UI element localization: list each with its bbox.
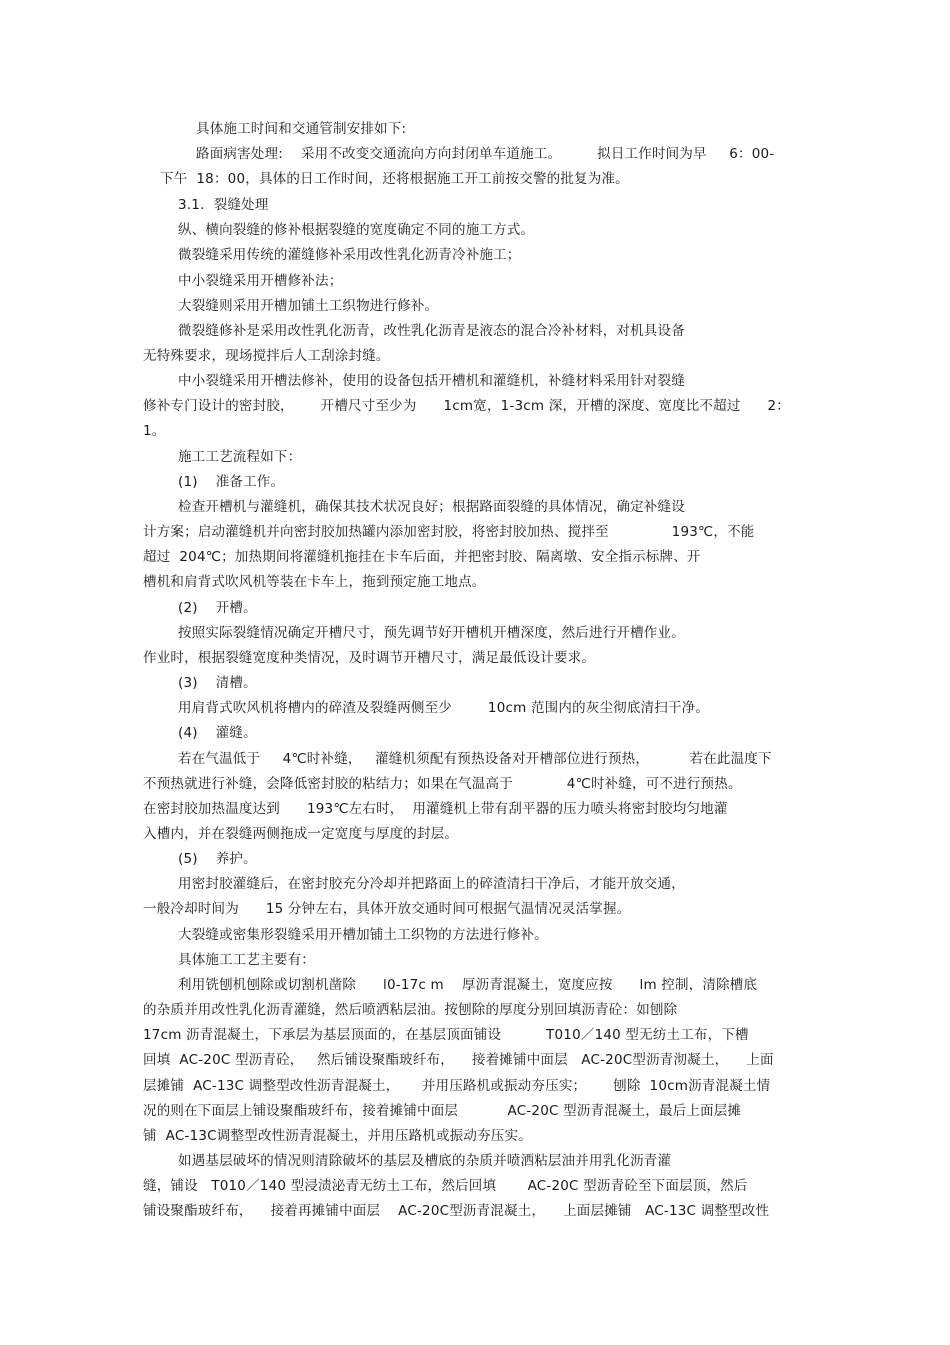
text-line: 检查开槽机与灌缝机，确保其技术状况良好；根据路面裂缝的具体情况，确定补缝设 xyxy=(178,499,685,515)
text-line: 纵、横向裂缝的修补根据裂缝的宽度确定不同的施工方式。 xyxy=(178,222,535,238)
text-line: 回填 AC-20C 型沥青砼， 然后铺设聚酯玻纤布， 接着摊铺中面层 AC-20C型沥青沏凝土， 上面 xyxy=(143,1052,774,1068)
text-line: 大裂缝则采用开槽加铺土工织物进行修补。 xyxy=(178,298,439,314)
text-line: 中小裂缝采用开槽法修补，使用的设备包括开槽机和灌缝机，补缝材料采用针对裂缝 xyxy=(178,373,685,389)
step-heading: (1) 准备工作。 xyxy=(178,474,285,490)
text-line: 具体施工工艺主要有： xyxy=(178,952,315,968)
text-line: 具体施工时间和交通管制安排如下: xyxy=(196,121,407,137)
text-line: 用密封胶灌缝后，在密封胶充分冷却并把路面上的碎渣清扫干净后，才能开放交通， xyxy=(178,876,685,892)
text-line: 入槽内，并在裂缝两侧拖成一定宽度与厚度的封层。 xyxy=(143,826,459,842)
text-line: 一般冷却时间为 15 分钟左右，具体开放交通时间可根据气温情况灵活掌握。 xyxy=(143,901,631,917)
text-line: 作业时，根据裂缝宽度种类情况，及时调节开槽尺寸，满足最低设计要求。 xyxy=(143,650,596,666)
text-line: 利用铣刨机刨除或切割机凿除 l0-17c m 厚沥青混凝土，宽度应按 lm 控制，清除槽底 xyxy=(178,977,758,993)
text-line: 中小裂缝采用开槽修补法； xyxy=(178,273,343,289)
text-line: 铺设聚酯玻纤布， 接着再摊铺中面层 AC-20C型沥青混凝土， 上面层摊铺 AC-13C 调整型改性 xyxy=(143,1203,770,1219)
step-heading: (4) 灌缝。 xyxy=(178,725,257,741)
text-line: 的杂质并用改性乳化沥青灌缝，然后喷洒粘层油。按刨除的厚度分别回填沥青砼：如刨除 xyxy=(143,1002,678,1018)
text-line: 铺 AC-13C调整型改性沥青混凝土，并用压路机或振动夯压实。 xyxy=(143,1128,532,1144)
step-heading: (2) 开槽。 xyxy=(178,600,257,616)
text-line: 无特殊要求，现场搅拌后人工刮涂封缝。 xyxy=(143,348,390,364)
text-line: 按照实际裂缝情况确定开槽尺寸，预先调节好开槽机开槽深度，然后进行开槽作业。 xyxy=(178,625,685,641)
text-line: 计方案；启动灌缝机并向密封胶加热罐内添加密封胶，将密封胶加热、搅拌至 193℃，不能 xyxy=(143,524,755,540)
text-line: 缝，铺设 T010／140 型浸渍泌青无纺土工布，然后回填 AC-20C 型沥青砼至下面层顶，然后 xyxy=(143,1178,748,1194)
text-line: 用肩背式吹风机将槽内的碎渣及裂缝两侧至少 10cm 范围内的灰尘彻底清扫干净。 xyxy=(178,700,710,716)
section-heading: 3.1．裂缝处理 xyxy=(178,197,269,213)
text-line: 不预热就进行补缝，会降低密封胶的粘结力；如果在气温高于 4℃时补缝，可不进行预热。 xyxy=(143,776,742,792)
text-line: 况的则在下面层上铺设聚酯玻纤布，接着摊铺中面层 AC-20C 型沥青混凝土，最后上面层摊 xyxy=(143,1103,742,1119)
text-line: 路面病害处理: 采用不改变交通流向方向封闭单车道施工。 拟日工作时间为早 6：00- xyxy=(196,146,775,162)
text-line: 层摊铺 AC-13C 调整型改性沥青混凝土， 并用压路机或振动夯压实； 刨除 10cm沥青混凝土情 xyxy=(143,1078,771,1094)
text-line: 在密封胶加热温度达到 193℃左右时， 用灌缝机上带有刮平器的压力喷头将密封胶均匀地灌 xyxy=(143,801,728,817)
text-line: 如遇基层破坏的情况则清除破坏的基层及槽底的杂质并喷洒粘层油并用乳化沥青灌 xyxy=(178,1153,672,1169)
text-line: 若在气温低于 4℃时补缝， 灌缝机须配有预热设备对开槽部位进行预热， 若在此温度下 xyxy=(178,751,772,767)
text-line: 微裂缝修补是采用改性乳化沥青，改性乳化沥青是液态的混合冷补材料，对机具设备 xyxy=(178,323,685,339)
text-line: 施工工艺流程如下： xyxy=(178,449,302,465)
step-heading: (3) 清槽。 xyxy=(178,675,257,691)
text-line: 槽机和肩背式吹风机等装在卡车上，拖到预定施工地点。 xyxy=(143,574,486,590)
text-line: 下午 18：00，具体的日工作时间，还将根据施工开工前按交警的批复为准。 xyxy=(160,171,629,187)
text-line: 修补专门设计的密封胶， 开槽尺寸至少为 1cm宽，1-3cm 深，开槽的深度、宽度比不超过 2： xyxy=(143,398,791,414)
text-line: 微裂缝采用传统的灌缝修补采用改性乳化沥青冷补施工； xyxy=(178,247,521,263)
text-line: 超过 204℃；加热期间将灌缝机拖挂在卡车后面，并把密封胶、隔离墩、安全指示标牌、开 xyxy=(143,549,701,565)
step-heading: (5) 养护。 xyxy=(178,851,257,867)
text-line: 大裂缝或密集形裂缝采用开槽加铺土工织物的方法进行修补。 xyxy=(178,927,548,943)
text-line: 17cm 沥青混凝土，下承层为基层顶面的，在基层顶面铺设 T010／140 型无纺土工布，下槽 xyxy=(143,1027,749,1043)
text-line: 1。 xyxy=(143,423,166,439)
